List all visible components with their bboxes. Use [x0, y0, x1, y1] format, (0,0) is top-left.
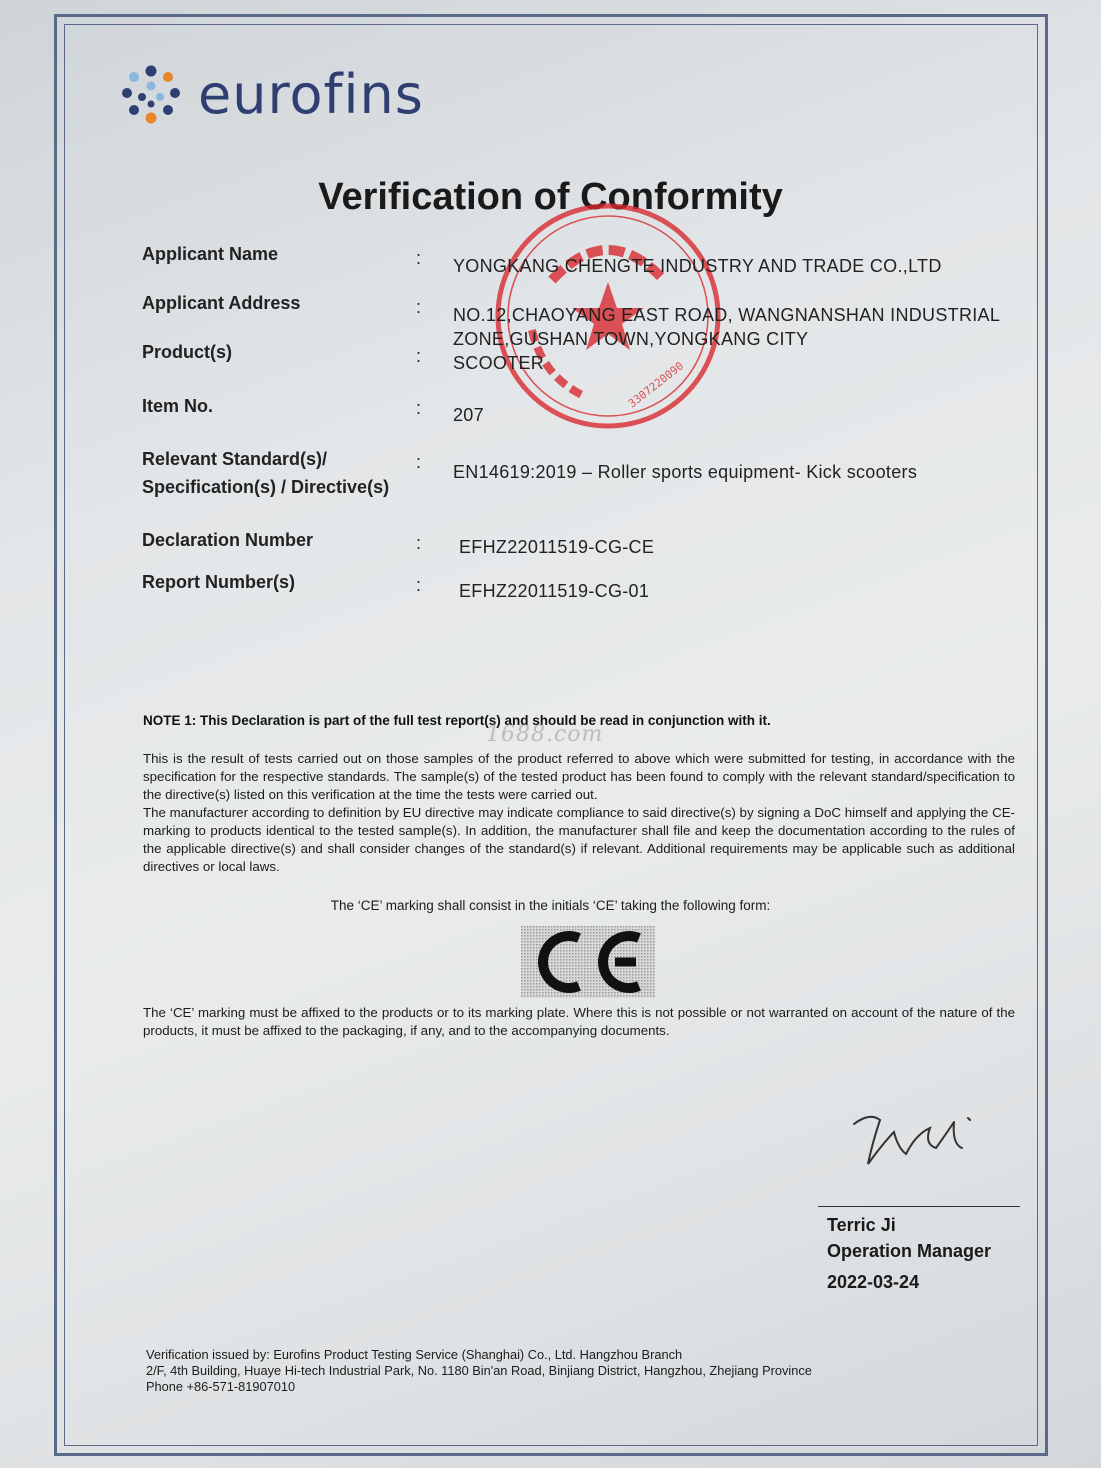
- colon: :: [416, 452, 422, 472]
- footer-issued-by: Verification issued by: Eurofins Product Testing Service (Shanghai) Co., Ltd. Hangzhou Branch: [146, 1347, 683, 1362]
- applicant-address-label: Applicant Address: [142, 293, 301, 313]
- footer-address: 2/F, 4th Building, Huaye Hi-tech Industrial Park, No. 1180 Bin'an Road, Binjiang District, Hangzhou, Zhejiang Province: [146, 1363, 812, 1378]
- watermark-1688: 1688.com: [486, 722, 604, 747]
- brand-name: eurofins: [198, 63, 424, 126]
- signatory-name: Terric Ji: [827, 1215, 896, 1235]
- declaration-number-label: Declaration Number: [142, 530, 314, 550]
- stamp-number: 3307220090: [625, 359, 687, 411]
- colon: :: [416, 248, 422, 268]
- products-value: SCOOTER: [453, 353, 545, 373]
- ce-caption: The ‘CE’ marking shall consist in the initials ‘CE’ taking the following form:: [330, 898, 771, 913]
- item-no-label: Item No.: [142, 396, 214, 416]
- signature-line: [818, 1206, 1020, 1207]
- colon: :: [416, 533, 422, 553]
- paragraph-test-results: This is the result of tests carried out on those samples of the product referred to above which were submitted for testing, in accordance with the specification for the respective standards. The sample(s) of the tested product has been found to comply with the relevant standard/specification to the directive(s) listed on this verification at the time the tests were carried out.: [143, 751, 1015, 802]
- standards-label-line2: Specification(s) / Directive(s): [142, 477, 390, 497]
- signatory-title: Operation Manager: [827, 1241, 992, 1261]
- standards-label-line1: Relevant Standard(s)/: [142, 449, 328, 469]
- footer-phone: Phone +86-571-81907010: [146, 1379, 296, 1394]
- eurofins-dots-icon: [118, 62, 184, 128]
- products-label: Product(s): [142, 342, 232, 362]
- colon: :: [416, 575, 422, 595]
- ce-mark-text: CE: [521, 926, 523, 927]
- signatory-date: 2022-03-24: [827, 1272, 920, 1292]
- report-numbers-label: Report Number(s): [142, 572, 296, 592]
- item-no-value: 207: [453, 405, 484, 425]
- colon: :: [416, 297, 422, 317]
- applicant-name-value: YONGKANG CHENGTE INDUSTRY AND TRADE CO.,LTD: [453, 256, 942, 276]
- applicant-address-line1: NO.12,CHAOYANG EAST ROAD, WANGNANSHAN INDUSTRIAL: [453, 305, 1001, 325]
- note-1: NOTE 1: This Declaration is part of the full test report(s) and should be read in conjunction with it.: [143, 713, 771, 728]
- applicant-name-label: Applicant Name: [142, 244, 279, 264]
- eurofins-logo: [118, 62, 424, 128]
- document-title: Verification of Conformity: [318, 176, 783, 218]
- handwritten-signature: [850, 1104, 990, 1174]
- declaration-number-value: EFHZ22011519-CG-CE: [459, 537, 655, 557]
- standards-value: EN14619:2019 – Roller sports equipment- Kick scooters: [453, 462, 918, 482]
- colon: :: [416, 398, 422, 418]
- paragraph-ce-affix: The ‘CE’ marking must be affixed to the products or to its marking plate. Where this is not possible or not warranted on account of the nature of the products, it must be affixed to the packaging, if any, and to the accompanying documents.: [143, 1005, 1015, 1038]
- applicant-address-line2: ZONE,GUSHAN TOWN,YONGKANG CITY: [453, 329, 809, 349]
- paragraph-manufacturer: The manufacturer according to definition by EU directive may indicate compliance to said directive(s) by signing a DoC himself and applying the CE-marking to products identical to the tested sample(s). In addition, the manufacturer shall file and keep the documentation according to the rules of the applicable directive(s) and shall consider changes of the standard(s) if relevant. Additional requirements may be applicable such as additional directives or local laws.: [143, 805, 1015, 874]
- colon: :: [416, 346, 422, 366]
- ce-mark: [521, 926, 655, 998]
- report-numbers-value: EFHZ22011519-CG-01: [459, 581, 650, 601]
